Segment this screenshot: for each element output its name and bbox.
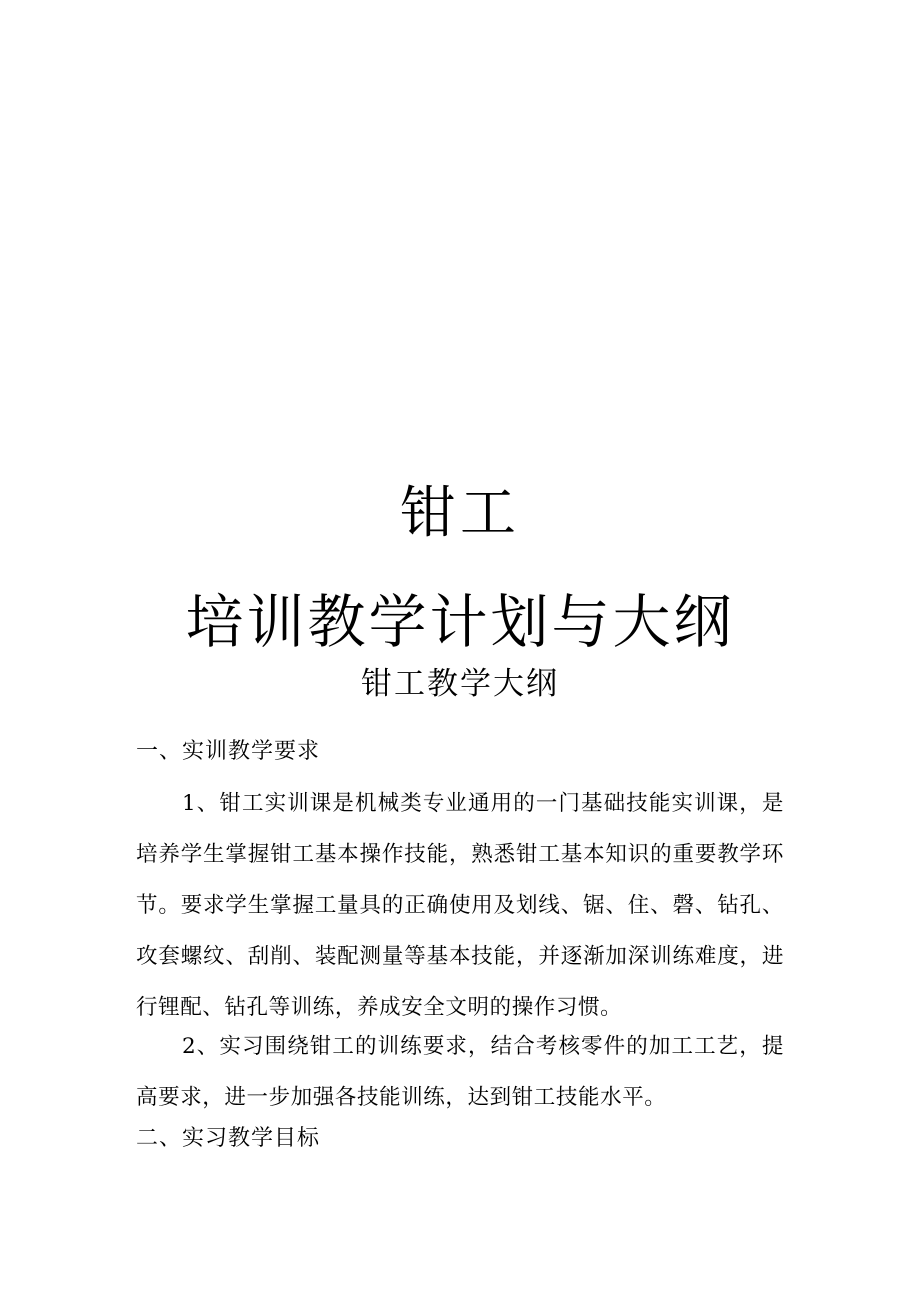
document-title-line2: 培训教学计划与大纲 [185, 588, 735, 656]
section-heading-requirements: 一、实训教学要求 [136, 739, 321, 764]
paragraph-requirement-2: 2、实习围绕钳工的训练要求，结合考核零件的加工工艺，提高要求，进一步加强各技能训练，达到钳工技能水平。 [136, 1034, 784, 1110]
document-subtitle: 钳工教学大纲 [361, 666, 559, 702]
paragraph-requirement-1: 1、钳工实训课是机械类专业通用的一门基础技能实训课，是培养学生掌握钳工基本操作技能，熟悉钳工基本知识的重要教学环节。要求学生掌握工量具的正确使用及划线、锯、住、磬、钻孔、攻套螺纹、刮削、装配测量等基本技能，并逐渐加深训练难度，进行锂配、钻孔等训练，养成安全文明的操作习惯。 [136, 791, 784, 1020]
section-heading-objectives: 二、实习教学目标 [136, 1126, 321, 1151]
document-title-line1: 钳工 [400, 481, 520, 546]
